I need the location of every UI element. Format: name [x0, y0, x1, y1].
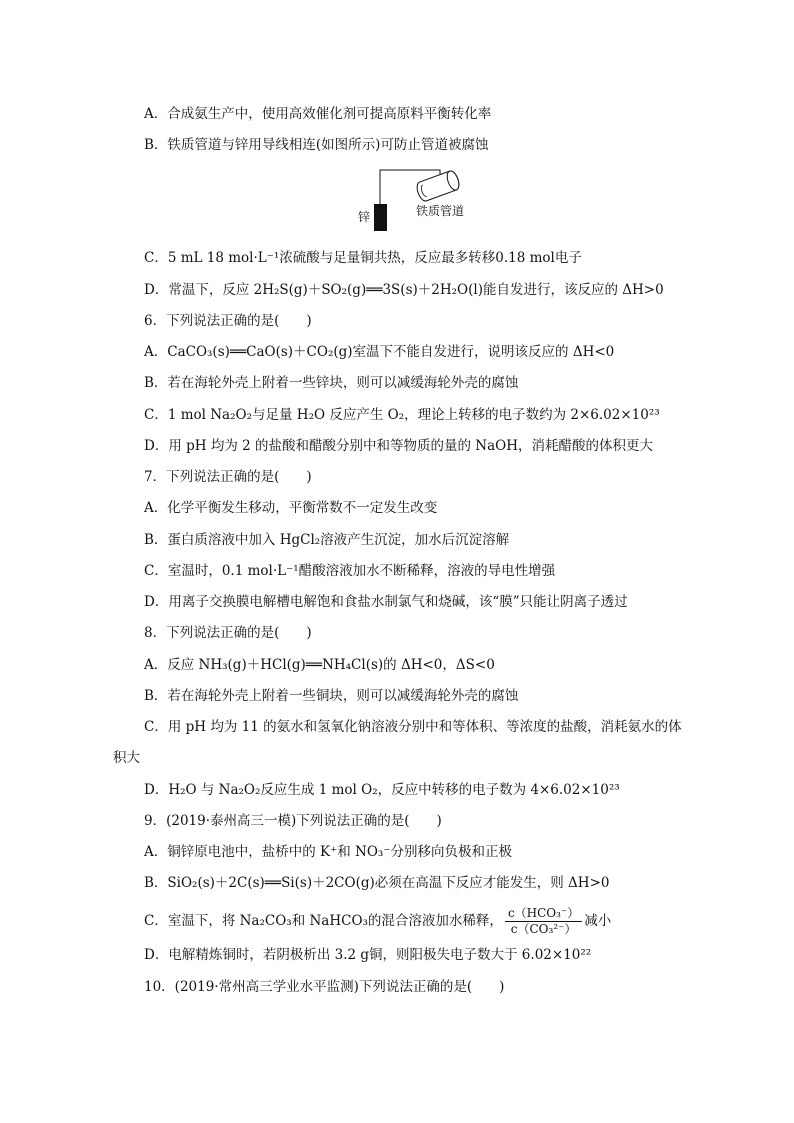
option-5A: A．合成氨生产中，使用高效催化剂可提高原料平衡转化率: [144, 106, 492, 122]
question-9: 9．(2019·泰州高三一模)下列说法正确的是( ): [144, 813, 442, 829]
zinc-electrode: [374, 204, 387, 231]
option-5B: B．铁质管道与锌用导线相连(如图所示)可防止管道被腐蚀: [144, 137, 489, 153]
question-8: 8．下列说法正确的是( ): [144, 625, 312, 641]
option-8C: C．用 pH 均为 11 的氨水和氢氧化钠溶液分别中和等体积、等浓度的盐酸，消耗氨水的体: [144, 719, 682, 735]
option-7A: A．化学平衡发生移动，平衡常数不一定发生改变: [144, 500, 438, 516]
option-5D: D．常温下，反应 2H₂S(g)＋SO₂(g)══3S(s)＋2H₂O(l)能自发进行，该反应的 ΔH>0: [144, 282, 664, 298]
option-6C: C．1 mol Na₂O₂与足量 H₂O 反应产生 O₂，理论上转移的电子数约为 2×6.02×10²³: [144, 407, 660, 423]
ratio-numerator: c（HCO₃⁻）: [505, 906, 582, 922]
pipe-label: 铁质管道: [416, 204, 465, 218]
option-9D: D．电解精炼铜时，若阴极析出 3.2 g铜，则阳极失电子数大于 6.02×10²²: [144, 947, 592, 963]
option-6A: A．CaCO₃(s)══CaO(s)＋CO₂(g)室温下不能自发进行，说明该反应的 ΔH<0: [144, 344, 615, 360]
option-7D: D．用离子交换膜电解槽电解饱和食盐水制氯气和烧碱，该“膜”只能让阴离子透过: [144, 594, 628, 610]
concentration-ratio: [505, 906, 582, 937]
option-5C: C．5 mL 18 mol·L⁻¹浓硫酸与足量铜共热，反应最多转移0.18 mol电子: [144, 250, 582, 266]
ratio-denominator: c（CO₃²⁻）: [510, 922, 577, 936]
option-6D: D．用 pH 均为 2 的盐酸和醋酸分别中和等物质的量的 NaOH，消耗醋酸的体积更大: [144, 438, 653, 454]
option-9B: B．SiO₂(s)＋2C(s)══Si(s)＋2CO(g)必须在高温下反应才能发生，则 ΔH>0: [144, 875, 610, 891]
zinc-label: 锌: [358, 210, 371, 224]
option-9C-text: C．室温下，将 Na₂CO₃和 NaHCO₃的混合溶液加水稀释，: [144, 913, 503, 929]
iron-pipe: [415, 169, 461, 202]
option-8C-continued: 积大: [113, 750, 140, 766]
question-7: 7．下列说法正确的是( ): [144, 469, 312, 485]
option-8A: A．反应 NH₃(g)＋HCl(g)══NH₄Cl(s)的 ΔH<0，ΔS<0: [144, 657, 495, 673]
option-7C: C．室温时，0.1 mol·L⁻¹醋酸溶液加水不断稀释，溶液的导电性增强: [144, 563, 556, 579]
option-9A: A．铜锌原电池中，盐桥中的 K⁺和 NO₃⁻分别移向负极和正极: [144, 844, 512, 860]
circuit-diagram: [358, 164, 468, 232]
option-9C-tail: 减小: [584, 913, 612, 929]
zinc-pipe-figure: [358, 164, 468, 232]
option-7B: B．蛋白质溶液中加入 HgCl₂溶液产生沉淀，加水后沉淀溶解: [144, 532, 510, 548]
option-9C: [144, 905, 611, 937]
question-6: 6．下列说法正确的是( ): [144, 313, 312, 329]
option-6B: B．若在海轮外壳上附着一些锌块，则可以减缓海轮外壳的腐蚀: [144, 375, 519, 391]
question-10: 10．(2019·常州高三学业水平监测)下列说法正确的是( ): [144, 979, 505, 995]
option-8B: B．若在海轮外壳上附着一些铜块，则可以减缓海轮外壳的腐蚀: [144, 688, 519, 704]
option-8D: D．H₂O 与 Na₂O₂反应生成 1 mol O₂，反应中转移的电子数为 4×6.02×10²³: [144, 782, 620, 798]
